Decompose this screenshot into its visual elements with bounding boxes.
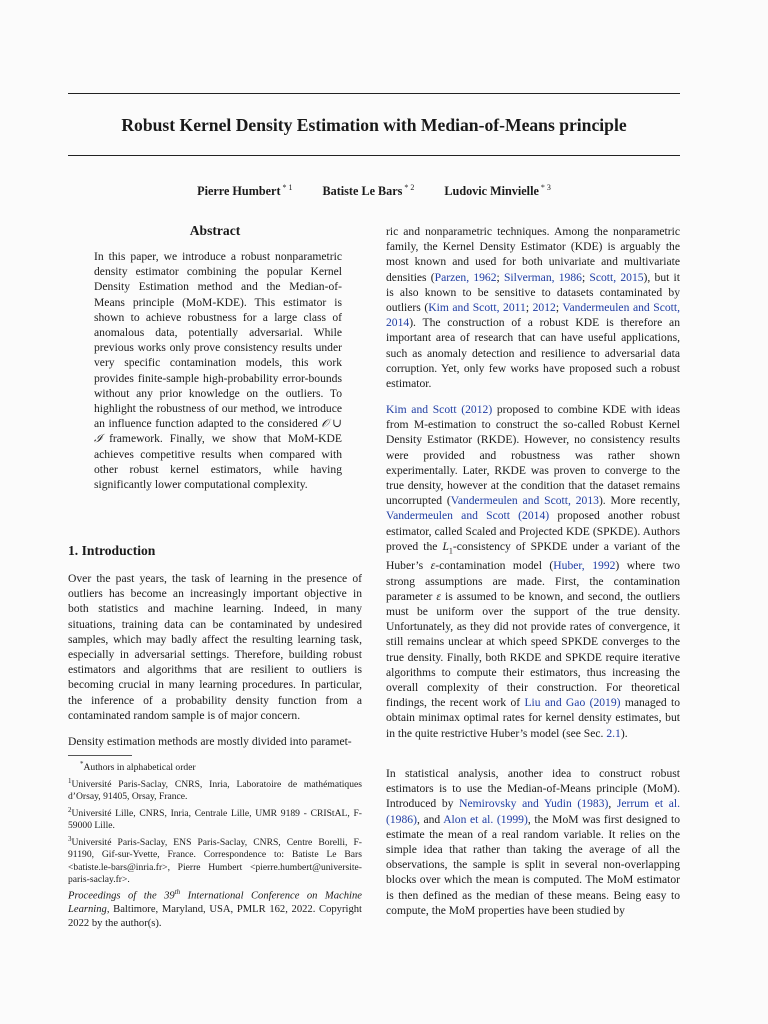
citation-link[interactable]: Parzen, 1962: [434, 270, 497, 284]
right-paragraph-3-text: In statistical analysis, another idea to construct robust estimators is to use the Median-of-Means principle (MoM). Introduced by Nemirovsky and Yudin (1983), Jerrum et al. (1986), and Alon et al. (1999), the MoM was first designed to estimate the mean of a real random variable. It relies on the simple idea that rather than taking the average of all the observations, the sample is split in several non-overlapping blocks over which the mean is computed. The MoM estimator is then defined as the median of these means. Being easy to compute, the MoM properties have been studied by: [386, 767, 680, 917]
intro-paragraph-2: [68, 734, 362, 749]
author-2: [323, 180, 415, 199]
citation-link[interactable]: Vandermeulen and Scott, 2014: [386, 301, 680, 330]
citation-link[interactable]: Jerrum et al. (1986): [386, 797, 680, 826]
author-name: Ludovic Minvielle: [444, 184, 539, 198]
proceedings-pre: Proceedings of the 39: [68, 890, 175, 902]
intro-paragraph-1-text: Over the past years, the task of learning in the presence of outliers has become an increasingly important objective in both statistics and machine learning. Indeed, in many situations, training data can be contaminated by undesired samples, which may badly affect the resulting learning task, especially in adversarial settings. Therefore, building robust estimators and algorithms that are resilient to outliers is becoming crucial in many learning procedures. In particular, the inference of a probability density function from a contaminated random sample is of major concern.: [68, 572, 362, 722]
top-rule: [68, 93, 680, 94]
text-run: ).: [620, 726, 628, 740]
footnote-2: $^2$Université Lille, CNRS, Inria, Centrale Lille, UMR 9189 - CRIStAL, F-59000 Lille.: [68, 805, 362, 832]
right-paragraph-2-text: [386, 402, 680, 741]
footnote-1-text: Université Paris-Saclay, CNRS, Inria, Laboratoire de mathématiques d’Orsay, 91405, Orsay, France.: [68, 778, 362, 803]
text-run: ), but it is also known to be sensitive to datasets contaminated by outliers (: [386, 270, 681, 315]
text-run: ric and nonparametric techniques. Among the nonparametric family, the Kernel Density Estimator (KDE) is arguably the most known and used for both univariate and multivariate densities (: [386, 225, 680, 284]
footnote-star: *Authors in alphabetical order: [80, 760, 196, 774]
proceedings-note: [68, 886, 362, 930]
footnote-star-text: Authors in alphabetical order: [83, 762, 196, 774]
author-name: Batiste Le Bars: [322, 184, 403, 198]
section-heading-introduction: 1. Introduction: [68, 543, 156, 558]
citation-link[interactable]: Huber, 1992: [553, 559, 616, 573]
intro-paragraph-1: [68, 571, 362, 723]
abstract-text: [94, 249, 342, 492]
footnote-3: $^3$Université Paris-Saclay, ENS Paris-Saclay, CNRS, Centre Borelli, F-91190, Gif-sur-Yvette, France. Correspondence to: Batiste Le Bars <batiste.le-bars@inria.fr>, Pierre Humbert <pierre.humbert@universite-paris-saclay.fr>.: [68, 834, 362, 885]
footnote-1: $^1$Université Paris-Saclay, CNRS, Inria, Laboratoire de mathématiques d’Orsay, 91405, Orsay, France.: [68, 776, 362, 803]
footnote-3-text: Université Paris-Saclay, ENS Paris-Saclay, CNRS, Centre Borelli, F-91190, Gif-sur-Yvette, France. Correspondence to: Batiste Le Bars <batiste.le-bars@inria.fr>, Pierre Humbert <pierre.humbert@universite-paris-saclay.fr>.: [68, 836, 362, 885]
math-l1: $L_1$: [442, 539, 453, 556]
abstract-text-main: In this paper, we introduce a robust nonparametric density estimator combining the popular Kernel Density Estimation method and the Median-of-Means principle (MoM-KDE). This estimator is shown to achieve robustness for a large class of anomalous data, potentially adversarial. While previous works only prove consistency results under very specific contamination models, this work provides finite-sample high-probability error-bounds without any prior knowledge on the outliers. To highlight the robustness of our method, we introduce an influence function adapted to the considered: [94, 250, 342, 431]
footnote-2-text: Université Lille, CNRS, Inria, Centrale Lille, UMR 9189 - CRIStAL, F-59000 Lille.: [68, 807, 362, 832]
right-paragraph-3: [386, 766, 680, 918]
text-run: -contamination model (: [435, 559, 554, 573]
text-run: proposed to combine KDE with ideas from M-estimation to construct the so-called Robust Kernel Density Estimator (RKDE). However, no consistency results were provided and robustness was rather shown experimentally. Later, RKDE was proven to converge to the true density, however at the condition that the dataset remains uncorrupted (: [386, 403, 681, 508]
title-bottom-rule: [68, 155, 680, 156]
right-paragraph-1: [386, 224, 680, 391]
citation-link[interactable]: Vandermeulen and Scott, 2013: [450, 494, 599, 508]
text-run: ). More recently,: [598, 494, 681, 508]
citation-link[interactable]: Kim and Scott (2012): [386, 403, 493, 416]
proceedings-sup: th: [174, 888, 181, 896]
abstract-heading: Abstract: [189, 223, 241, 238]
text-run: -consistency of SPKDE under a variant of the Huber’s: [386, 539, 681, 573]
author-marks: * 2: [404, 183, 415, 192]
text-run: ) where two strong assumptions are made. First, the contamination parameter: [386, 559, 681, 603]
citation-link[interactable]: Alon et al. (1999): [443, 812, 528, 826]
math-epsilon: ε: [436, 589, 441, 603]
math-epsilon: ε: [430, 559, 436, 573]
proceedings-mid: International Conference on Machine Learning: [68, 890, 362, 916]
author-3: [444, 180, 550, 199]
section-link[interactable]: 2.1: [606, 726, 621, 740]
citation-link[interactable]: Nemirovsky and Yudin (1983): [459, 797, 609, 811]
text-run: In statistical analysis, another idea to construct robust estimators is to use the Median-of-Means principle (MoM). Introduced by: [386, 767, 680, 811]
citation-link[interactable]: 2012: [532, 301, 556, 315]
author-1: [197, 180, 292, 199]
author-marks: * 1: [282, 183, 293, 192]
right-paragraph-1-text: ric and nonparametric techniques. Among the nonparametric family, the Kernel Density Estimator (KDE) is arguably the most known and used for both univariate and multivariate densities (Parzen, 1962; Silverman, 1986; Scott, 2015), but it is also known to be sensitive to datasets contaminated by outliers (Kim and Scott, 2011; 2012; Vandermeulen and Scott, 2014). The construction of a robust KDE is therefore an important area of research that can have useful applications, such as anomaly detection and resilience to adversarial data corruption. Yet, only few works have proposed such a robust estimator.: [386, 225, 681, 391]
citation-link[interactable]: Kim and Scott, 2011: [428, 301, 526, 315]
citation-link[interactable]: Scott, 2015: [589, 270, 644, 284]
abstract-body: [94, 249, 342, 492]
intro-paragraph-2-text: Density estimation methods are mostly divided into paramet-: [68, 735, 352, 748]
proceedings-post: , Baltimore, Maryland, USA, PMLR 162, 2022. Copyright 2022 by the author(s).: [68, 904, 362, 929]
footnote-rule: [68, 755, 132, 756]
author-list: [68, 180, 680, 199]
proceedings-text: [68, 886, 362, 930]
paper-title: Robust Kernel Density Estimation with Median-of-Means principle: [121, 115, 627, 135]
text-run: proposed another robust estimator, called Scaled and Projected KDE (SPKDE). Authors proved the: [386, 509, 681, 553]
footnotes: [68, 758, 362, 886]
citation-link[interactable]: Silverman, 1986: [503, 270, 582, 284]
author-marks: * 3: [540, 183, 551, 192]
text-run: is assumed to be known, and second, the outliers must be uniform over the support of the true density. Unfortunately, as they did not provide rates of convergence, it still remains unclear at which speed SPKDE converges to the true density. Finally, both RKDE and SPKDE require iterative algorithms to compute their estimators, thus increasing the overall complexity of their construction. For theoretical findings, the recent work of: [386, 589, 681, 710]
text-run: ). The construction of a robust KDE is therefore an important area of research that can have useful applications, such as anomaly detection and resilience to adversarial data corruption. Yet, only few works have proposed such a robust estimator.: [386, 316, 680, 391]
text-run: , the MoM was first designed to estimate the mean of a real random variable. It relies on the simple idea that rather than taking the average of all the observations, the sample is split in several non-overlapping blocks over which the mean is computed. The MoM estimator is then defined as the median of these means. Being easy to compute, the MoM properties have been studied by: [386, 812, 680, 917]
citation-link[interactable]: Vandermeulen and Scott (2014): [386, 509, 550, 523]
citation-link[interactable]: Liu and Gao (2019): [524, 696, 621, 710]
abstract-math: 𝒪 ∪ ℐ: [94, 417, 342, 446]
abstract-text-end: framework. Finally, we show that MoM-KDE achieves competitive results when compared with other robust kernel estimators, while having significantly lower computational complexity.: [94, 432, 342, 492]
right-paragraph-2: [386, 402, 680, 741]
text-run: managed to obtain minimax optimal rates for kernel density estimates, but in the quite restrictive Huber’s model (see Sec.: [386, 696, 680, 740]
author-name: Pierre Humbert: [197, 184, 281, 198]
